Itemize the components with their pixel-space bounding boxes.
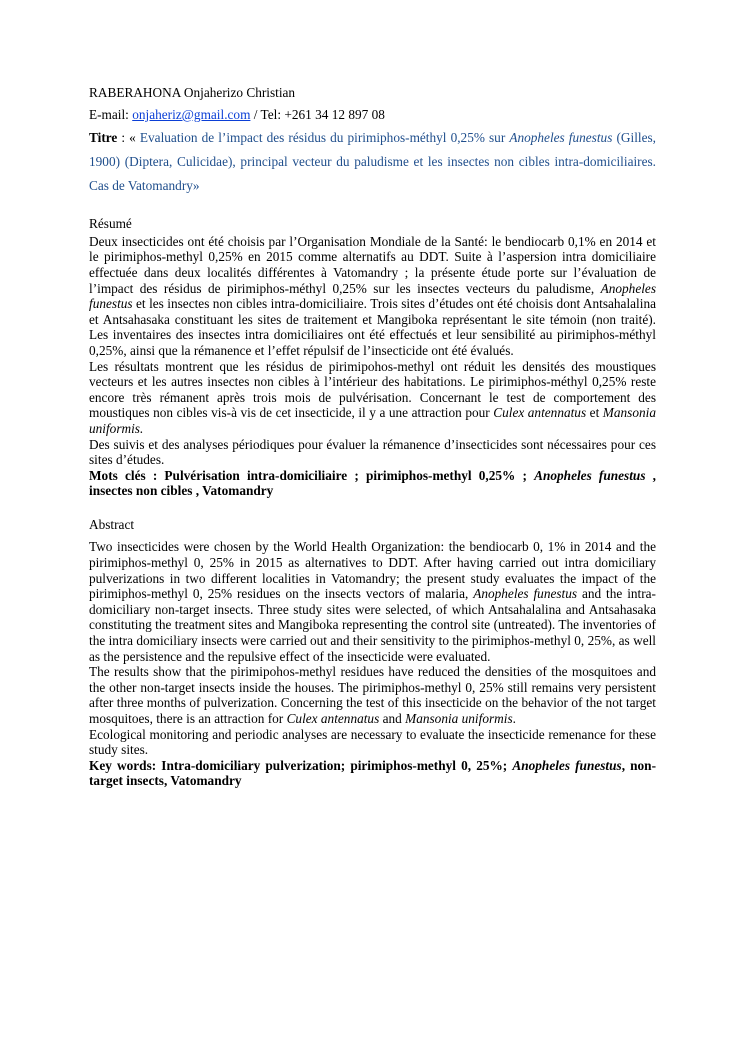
- abstract-p1-text-a: Two insecticides were chosen by the World Health Organization: the bendiocarb 0, 1% in 2014 and the pirimiphos-methyl 0, 25% in 2015 as alternatives to DDT. After having carried out intra domiciliary pulverizations in two different localities in Vatomandry; the present study evaluates the impact of the pirimiphos-methyl 0, 25% residues on the insects vectors of malaria,: [89, 539, 656, 602]
- resume-p2-species-1: Culex antennatus: [493, 405, 587, 421]
- resume-heading: Résumé: [89, 216, 132, 232]
- abstract-p2-text-end: .: [512, 711, 516, 726]
- contact-line: [89, 107, 656, 123]
- phone-text: / Tel: +261 34 12 897 08: [250, 106, 385, 122]
- document-page: [89, 85, 656, 789]
- abstract-p2-text-mid: and: [379, 711, 406, 726]
- resume-p2-text-mid: et: [586, 405, 603, 421]
- resume-paragraph-2: [89, 359, 656, 437]
- resume-kw-species: Anopheles funestus: [534, 467, 646, 483]
- abstract-paragraph-1: [89, 539, 656, 664]
- resume-p1-text-a: Deux insecticides ont été choisis par l’Organisation Mondiale de la Santé: le bendiocarb 0,1% en 2014 et le pirimiphos-methyl 0,25% en 2015 comme alternatifs au DDT. Suite à l’aspersion intra domiciliaire effectuée dans deux localités différentes à Vatomandry ; la présente étude porte sur l’évaluation de l’impact des résidus de pirimiphos-méthyl 0,25% sur les insectes vecteurs du paludisme,: [89, 233, 656, 296]
- title-species: Anopheles funestus: [509, 130, 613, 146]
- abstract-heading: Abstract: [89, 516, 135, 532]
- title-separator: : «: [117, 130, 136, 146]
- abstract-kw-text-a: Key words: Intra-domiciliary pulverization; pirimiphos-methyl 0, 25%;: [89, 757, 513, 773]
- abstract-p1-species: Anopheles funestus: [473, 586, 578, 602]
- title-label: Titre: [89, 130, 118, 146]
- abstract-keywords: [89, 758, 656, 789]
- resume-p1-species: Anopheles funestus: [89, 280, 656, 312]
- resume-p1-text-b: et les insectes non cibles intra-domiciliaire. Trois sites d’études ont été choisis dont Antsahalalina et Antsahasaka constituant les sites de traitement et Mangiboka représentant le site témoin (non traité). Les inventaires des insectes intra domiciliaires ont été effectués et leur sensibilité au pirimiphos-méthyl 0,25%, ainsi que la rémanence et l’effet répulsif de l’insecticide ont été évalués.: [89, 296, 656, 358]
- resume-kw-text-a: Mots clés : Pulvérisation intra-domiciliaire ; pirimiphos-methyl 0,25% ;: [89, 467, 535, 483]
- abstract-paragraph-2: [89, 664, 656, 726]
- abstract-kw-species: Anopheles funestus: [512, 757, 622, 773]
- resume-paragraph-1: [89, 234, 656, 359]
- abstract-p1-text-b: and the intra-domiciliary non-target insects. Three study sites were selected, of which Antsahalalina and Antsahasaka constituting the treatment sites and Mangiboka representing the control site (untreated). The inventories of the intra domiciliary insects were carried out and their sensitivity to the pirimiphos-methyl 0, 25%, as well as the persistence and the repulsive effect of the insecticide were evaluated.: [89, 586, 656, 664]
- resume-p2-species-2: Mansonia uniformis.: [89, 405, 656, 436]
- resume-keywords: [89, 468, 656, 499]
- abstract-p2-species-1: Culex antennatus: [286, 711, 380, 726]
- abstract-p2-species-2: Mansonia uniformis: [405, 711, 513, 726]
- abstract-p2-text-a: The results show that the pirimipohos-methyl residues have reduced the densities of the mosquitoes and the other non-target insects inside the houses. The pirimiphos-methyl 0, 25% still remains very persistent after three months of pulverization. Concerning the test of this insecticide on the behavior of the not target mosquitoes, there is an attraction for: [89, 664, 656, 726]
- author-name: RABERAHONA Onjaherizo Christian: [89, 85, 296, 100]
- title-text-a: Evaluation de l’impact des résidus du pirimiphos-méthyl 0,25% sur: [135, 130, 510, 146]
- title-text-b: (Gilles, 1900) (Diptera, Culicidae), principal vecteur du paludisme et les insectes non cibles intra-domiciliaires. Cas de Vatomandry»: [89, 130, 656, 194]
- abstract-paragraph-3: Ecological monitoring and periodic analyses are necessary to evaluate the insecticide remenance for these study sites.: [89, 726, 656, 758]
- paper-title: [89, 126, 656, 198]
- email-label: E-mail:: [89, 106, 133, 122]
- abstract-kw-text-b: , non-target insects, Vatomandry: [89, 757, 657, 789]
- resume-p2-text-a: Les résultats montrent que les résidus de pirimipohos-methyl ont réduit les densités des moustiques vecteurs et les autres insectes non cibles à l’intérieur des habitations. Le pirimiphos-méthyl 0,25% reste encore très rémanent après trois mois de pulvérisation. Concernant le test de comportement des moustiques non cibles vis-à vis de cet insecticide, il y a une attraction pour: [89, 358, 656, 421]
- resume-kw-text-b: , insectes non cibles , Vatomandry: [89, 467, 657, 499]
- resume-paragraph-3: Des suivis et des analyses périodiques pour évaluer la rémanence d’insecticides sont nécessaires pour ces sites d’études.: [89, 436, 656, 468]
- email-link[interactable]: onjaheriz@gmail.com: [132, 106, 251, 122]
